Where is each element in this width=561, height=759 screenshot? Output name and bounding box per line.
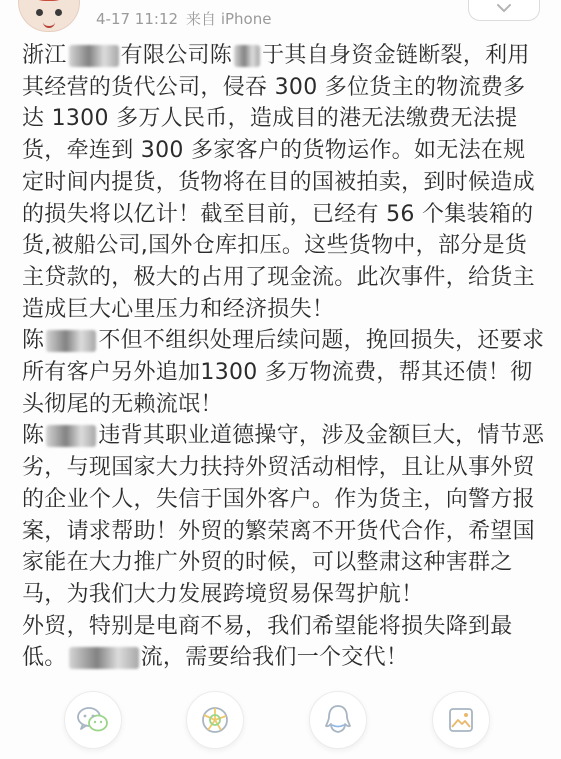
share-qq-button[interactable] xyxy=(309,691,367,749)
redacted-text xyxy=(69,647,139,669)
redacted-text xyxy=(46,330,96,352)
text-segment: 浙江 xyxy=(22,43,67,68)
paragraph-1 xyxy=(22,40,546,325)
share-bar xyxy=(0,683,561,759)
redacted-text xyxy=(234,45,260,67)
text-segment: 陈 xyxy=(22,423,45,449)
text-segment: 于其自身资金链断裂，利用其经营的货代公司，侵吞 300 多位货主的物流费多达 1300 多万人民币，造成目的港无法缴费无法提货，牵连到 300 多家客户的货物运作。如无法在规定时间内提货，货物将在目的国被拍卖，到时候造成的损失将以亿计！截至目前，已经有 56 个集装箱的货,被船公司,国外仓库扣压。这些货物中，部分是货主贷款的，极大的占用了现金流。此次事件，给货主造成巨大心里压力和经济损失！ xyxy=(22,43,535,322)
chevron-down-icon xyxy=(496,2,512,14)
share-moments-button[interactable] xyxy=(186,691,244,749)
text-segment: 外贸，特别是电商不易，我们希望能将损失降到最低。 xyxy=(22,613,513,671)
moments-icon xyxy=(199,704,231,736)
post-date: 4-17 11:12 xyxy=(96,10,179,28)
image-icon xyxy=(446,705,476,735)
avatar-eye-left xyxy=(36,9,43,16)
post-source: 来自 iPhone xyxy=(186,10,272,28)
qq-icon xyxy=(323,703,353,737)
avatar-mouth xyxy=(43,21,55,28)
avatar[interactable] xyxy=(18,0,80,32)
share-image-button[interactable] xyxy=(432,691,490,749)
avatar-eye-right xyxy=(55,9,62,16)
redacted-text xyxy=(69,45,119,67)
text-segment: 违背其职业道德操守，涉及金额巨大，情节恶劣，与现国家大力扶持外贸活动相悖，且让从事外贸的企业个人，失信于国外客户。作为货主，向警方报案，请求帮助！外贸的繁荣离不开货代合作，希望国家能在大力推广外贸的时候，可以整肃这种害群之马，为我们大力发展跨境贸易保驾护航！ xyxy=(22,423,545,607)
text-segment: 不但不组织处理后续问题，挽回损失，还要求所有客户另外追加1300 多万物流费，帮其还债！彻头彻尾的无赖流氓！ xyxy=(22,328,545,417)
avatar-hair xyxy=(25,0,73,1)
post-meta xyxy=(96,8,271,29)
post-content xyxy=(22,40,546,674)
text-segment: 有限公司陈 xyxy=(120,43,233,68)
redacted-text xyxy=(46,425,96,447)
post-header xyxy=(0,0,561,36)
share-wechat-button[interactable] xyxy=(64,691,122,749)
text-segment: 陈 xyxy=(22,328,45,354)
text-segment: 流，需要给我们一个交代！ xyxy=(140,645,409,671)
wechat-icon xyxy=(76,705,110,735)
paragraph-4 xyxy=(22,611,546,674)
more-options-button[interactable] xyxy=(468,0,540,21)
paragraph-2 xyxy=(22,325,546,420)
paragraph-3 xyxy=(22,420,546,610)
